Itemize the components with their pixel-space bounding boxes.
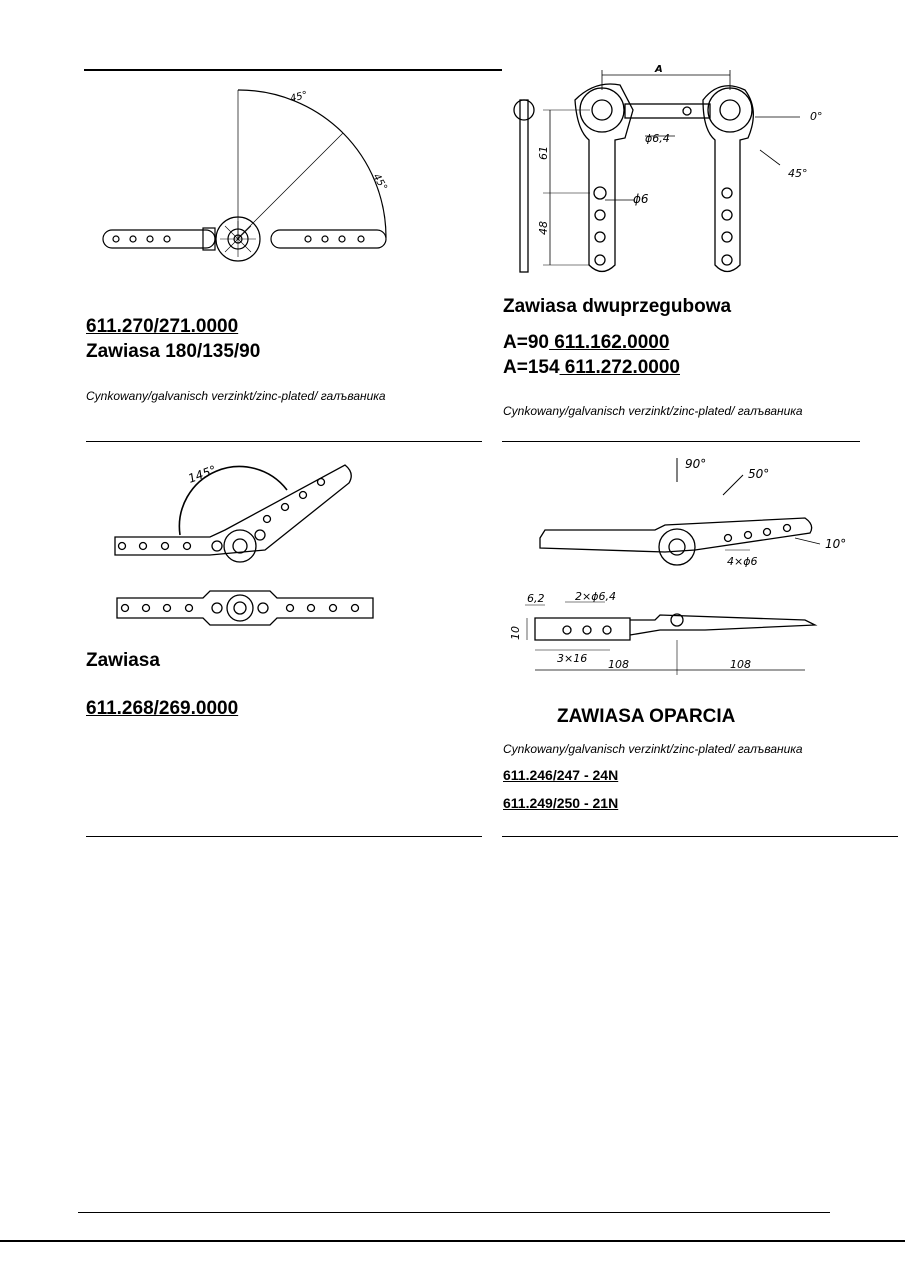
divider-top-right (502, 441, 860, 442)
angle-label-a: 45° (288, 89, 309, 105)
angle-45-label: 45° (788, 167, 808, 180)
bottom-left-title: Zawiasa (86, 650, 160, 671)
angle-label-b: 45° (370, 172, 389, 193)
dim-10-label: 10 (509, 626, 522, 640)
angle-0-label: 0° (810, 110, 823, 123)
code-a: 611.162.0000 (548, 332, 670, 353)
dim-d64-label: ϕ6,4 (645, 132, 670, 145)
bottom-right-code-1: 611.246/247 - 24N (503, 767, 619, 783)
dim-61-label: 61 (537, 146, 550, 160)
top-left-note: Cynkowany/galvanisch verzinkt/zinc-plated/ галъваника (86, 389, 386, 403)
code-b: 611.272.0000 (559, 357, 680, 378)
footer-rule-thin (78, 1212, 830, 1213)
top-right-title: Zawiasa dwuprzegubowa (503, 296, 732, 317)
bottom-right-note: Cynkowany/galvanisch verzinkt/zinc-plated/ галъваника (503, 742, 803, 756)
code-b-prefix: A=154 (503, 357, 560, 378)
dim-108b-label: 108 (730, 658, 751, 671)
hinge-145-drawing (105, 455, 385, 635)
divider-bottom-left (86, 836, 482, 837)
code-a-prefix: A=90 (503, 332, 549, 353)
hinge-180-drawing (95, 80, 405, 270)
bottom-left-code: 611.268/269.0000 (86, 698, 239, 719)
angle-10-label: 10° (825, 537, 847, 551)
dim-62-label: 6,2 (527, 592, 545, 605)
angle-50-label: 50° (748, 467, 770, 481)
dim-3x16-label: 3×16 (557, 652, 588, 665)
dim-48-label: 48 (537, 221, 550, 235)
dim-108a-label: 108 (608, 658, 629, 671)
top-left-code: 611.270/271.0000 (86, 316, 239, 337)
angle-90-label: 90° (685, 457, 707, 471)
angle-145-label: 145° (186, 462, 219, 486)
top-right-code-a-row (503, 332, 669, 354)
divider-top-left (86, 441, 482, 442)
dim-a-label: A (655, 64, 663, 75)
backrest-hinge-drawing (505, 450, 845, 690)
bottom-right-code-2: 611.249/250 - 21N (503, 795, 619, 811)
top-right-note: Cynkowany/galvanisch verzinkt/zinc-plated/ галъваника (503, 404, 803, 418)
top-right-code-b-row (503, 357, 680, 379)
dim-d64x2-label: 2×ϕ6,4 (575, 590, 616, 603)
dim-d6-label: ϕ6 (633, 192, 649, 206)
bottom-right-title: ZAWIASA OPARCIA (557, 706, 736, 727)
top-left-title: Zawiasa 180/135/90 (86, 341, 261, 362)
top-rule (84, 69, 502, 71)
divider-bottom-right (502, 836, 898, 837)
holes-label: 4×ϕ6 (727, 555, 758, 568)
footer-rule-thick (0, 1240, 905, 1242)
double-joint-hinge-drawing (505, 60, 845, 285)
